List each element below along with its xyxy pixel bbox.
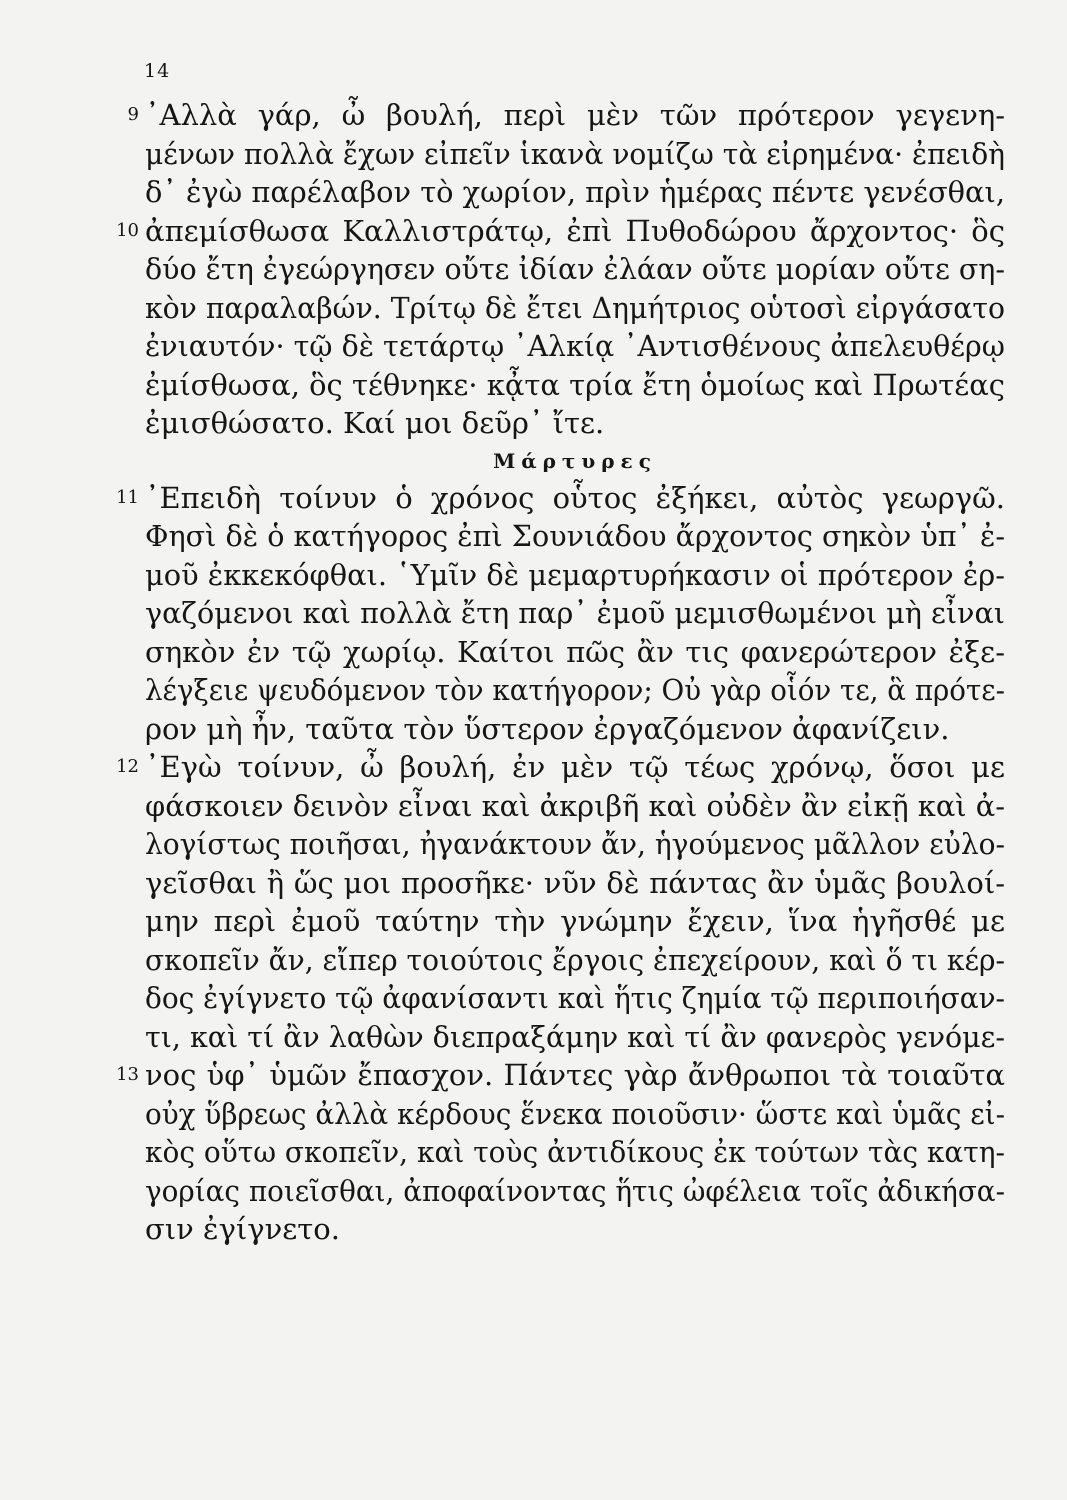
text-line — [145, 289, 1005, 328]
line-text: σηκὸν ἐν τῷ χωρίῳ. Καίτοι πῶς ἂν τις φανερώτερον ἐξε- — [145, 634, 1005, 669]
text-line — [145, 902, 1005, 941]
line-text: λογίστως ποιῆσαι, ἠγανάκτουν ἄν, ἡγούμενος μᾶλλον εὐλο- — [145, 827, 1005, 861]
line-text: ἐνιαυτόν· τῷ δὲ τετάρτῳ ᾿Αλκίᾳ ᾿Αντισθένους ἀπελευθέρῳ — [145, 329, 1005, 363]
body-text — [116, 96, 1005, 1249]
text-line — [145, 1095, 1005, 1134]
text-line — [145, 327, 1005, 366]
text-line — [145, 1210, 1005, 1249]
line-text: μην περὶ ἐμοῦ ταύτην τὴν γνώμην ἔχειν, ἵνα ἡγῆσθέ με — [145, 904, 1005, 938]
line-text: γορίας ποιεῖσθαι, ἀποφαίνοντας ἥτις ὠφέλεια τοῖς ἀδικήσα- — [145, 1173, 1005, 1208]
text-line — [116, 1056, 1005, 1095]
text-line — [145, 941, 1005, 980]
text-line — [145, 594, 1005, 633]
line-text: γεῖσθαι ἢ ὥς μοι προσῆκε· νῦν δὲ πάντας ἂν ὑμᾶς βουλοί- — [145, 865, 1005, 900]
text-line — [145, 1133, 1005, 1172]
text-line — [145, 864, 1005, 903]
text-line — [116, 479, 1005, 518]
line-text: μένων πολλὰ ἔχων εἰπεῖν ἱκανὰ νομίζω τὰ εἰρημένα· ἐπειδὴ — [145, 136, 1005, 171]
section-number: 9 — [127, 104, 139, 125]
text-line — [145, 250, 1005, 289]
line-text: φάσκοιεν δεινὸν εἶναι καὶ ἀκριβῆ καὶ οὐδὲν ἂν εἰκῇ καὶ ἀ- — [145, 788, 1005, 823]
line-text: σιν ἐγίγνετο. — [145, 1212, 340, 1246]
line-text: γαζόμενοι καὶ πολλὰ ἔτη παρ᾿ ἐμοῦ μεμισθωμένοι μὴ εἶναι — [145, 596, 1005, 630]
heading-text: Μάρτυρες — [493, 448, 657, 473]
line-text: ᾿Επειδὴ τοίνυν ὁ χρόνος οὗτος ἐξήκει, αὐτὸς γεωργῶ. — [145, 480, 1005, 515]
line-text: νος ὑφ᾿ ὑμῶν ἔπασχον. Πάντες γὰρ ἄνθρωποι τὰ τοιαῦτα — [145, 1058, 1005, 1092]
line-text: οὐχ ὕβρεως ἀλλὰ κέρδους ἕνεκα ποιοῦσιν· ὥστε καὶ ὑμᾶς εἰ- — [145, 1096, 1005, 1131]
line-text: ᾿Αλλὰ γάρ, ὦ βουλή, περὶ μὲν τῶν πρότερον γεγενη- — [145, 98, 1005, 132]
line-text: μοῦ ἐκκεκόφθαι. ῾Υμῖν δὲ μεμαρτυρήκασιν οἱ πρότερον ἐρ- — [145, 557, 1005, 592]
line-text: τι, καὶ τί ἂν λαθὼν διεπραξάμην καὶ τί ἂν φανερὸς γενόμε- — [145, 1019, 1005, 1054]
text-line — [145, 1172, 1005, 1211]
section-heading — [145, 443, 1005, 479]
line-text: ἐμισθώσατο. Καί μοι δεῦρ᾿ ἴτε. — [145, 406, 605, 440]
text-line — [145, 671, 1005, 710]
section-number: 13 — [116, 1064, 139, 1085]
line-text: Φησὶ δὲ ὁ κατήγορος ἐπὶ Σουνιάδου ἄρχοντος σηκὸν ὑπ᾿ ἐ- — [145, 519, 1005, 553]
text-line — [145, 979, 1005, 1018]
section-number: 11 — [116, 486, 139, 508]
text-line — [145, 710, 1005, 749]
page-number: 14 — [144, 60, 171, 82]
text-line — [145, 517, 1005, 556]
text-line — [127, 96, 1005, 135]
line-text: λέγξειε ψευδόμενον τὸν κατήγορον; Οὐ γὰρ οἷόν τε, ἃ πρότε- — [145, 673, 1005, 707]
line-text: δύο ἔτη ἐγεώργησεν οὔτε ἰδίαν ἐλάαν οὔτε μορίαν οὔτε ση- — [145, 252, 1005, 286]
section-number: 12 — [116, 756, 139, 777]
line-text: κὸν παραλαβών. Τρίτῳ δὲ ἔτει Δημήτριος οὑτοσὶ εἰργάσατο — [145, 290, 1005, 325]
text-line — [145, 556, 1005, 595]
line-text: κὸς οὕτω σκοπεῖν, καὶ τοὺς ἀντιδίκους ἐκ τούτων τὰς κατη- — [145, 1135, 1005, 1169]
text-line — [116, 748, 1005, 787]
text-line — [145, 366, 1005, 405]
text-line — [145, 1018, 1005, 1057]
line-text: σκοπεῖν ἄν, εἴπερ τοιούτοις ἔργοις ἐπεχείρουν, καὶ ὅ τι κέρ- — [145, 942, 1005, 977]
text-line — [116, 212, 1005, 251]
line-text: ρον μὴ ἦν, ταῦτα τὸν ὕστερον ἐργαζόμενον ἀφανίζειν. — [145, 711, 950, 746]
text-line — [145, 633, 1005, 672]
line-text: ἀπεμίσθωσα Καλλιστράτῳ, ἐπὶ Πυθοδώρου ἄρχοντος· ὃς — [145, 213, 1005, 248]
line-text: ἐμίσθωσα, ὃς τέθνηκε· κᾆτα τρία ἔτη ὁμοίως καὶ Πρωτέας — [145, 367, 1005, 402]
line-text: δος ἐγίγνετο τῷ ἀφανίσαντι καὶ ἥτις ζημία τῷ περιποιήσαν- — [145, 981, 1005, 1015]
text-line — [145, 825, 1005, 864]
section-number: 10 — [116, 219, 139, 241]
text-line — [145, 173, 1005, 212]
line-text: ᾿Εγὼ τοίνυν, ὦ βουλή, ἐν μὲν τῷ τέως χρόνῳ, ὅσοι με — [145, 750, 1005, 784]
line-text: δ᾿ ἐγὼ παρέλαβον τὸ χωρίον, πρὶν ἡμέρας πέντε γενέσθαι, — [145, 175, 1005, 209]
text-line — [145, 135, 1005, 174]
text-line — [145, 787, 1005, 826]
text-line — [145, 404, 1005, 443]
